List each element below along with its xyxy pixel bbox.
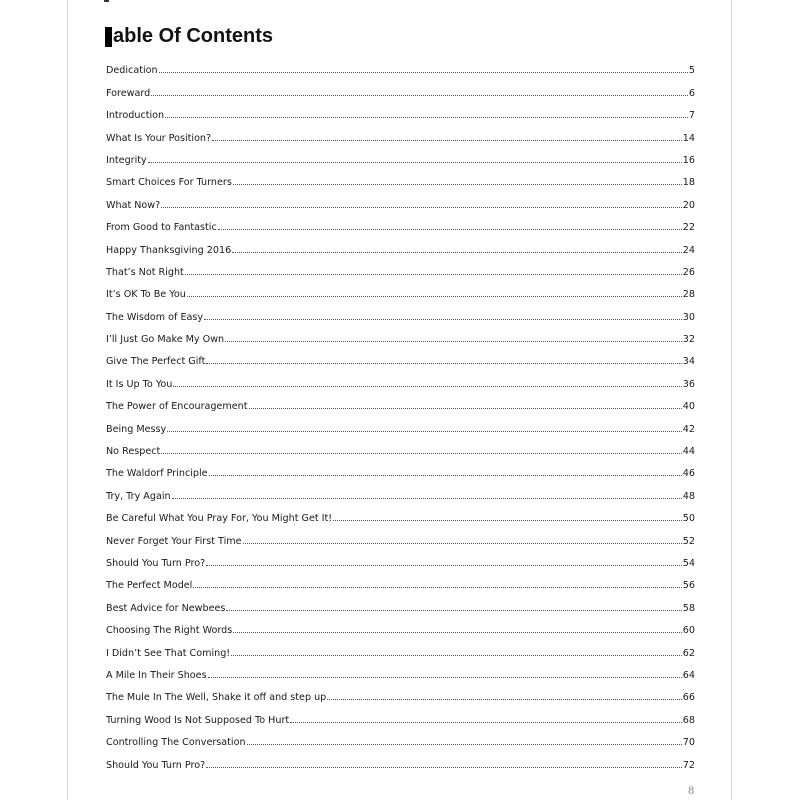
toc-entry-page-number: 22: [682, 222, 695, 234]
toc-entry-page-number: 52: [682, 535, 695, 547]
toc-entry-title: The Wisdom of Easy: [106, 311, 204, 323]
toc-dot-leader: [225, 341, 682, 342]
toc-entry-title: Introduction: [106, 110, 165, 122]
toc-entry[interactable]: [106, 707, 695, 729]
toc-entry-page-number: 70: [682, 737, 695, 749]
toc-entry-title: From Good to Fantastic: [106, 222, 217, 234]
toc-dot-leader: [193, 587, 681, 588]
toc-entry-page-number: 6: [688, 87, 695, 99]
toc-entry-title: Choosing The Right Words: [106, 625, 233, 637]
toc-dot-leader: [233, 632, 682, 633]
toc-entry-title: What Is Your Position?: [106, 132, 212, 144]
toc-entry[interactable]: [106, 595, 695, 617]
toc-entry-title: What Now?: [106, 199, 161, 211]
toc-dot-leader: [231, 655, 682, 656]
toc-dot-leader: [165, 117, 688, 118]
toc-dot-leader: [232, 252, 682, 253]
toc-dot-leader: [226, 610, 681, 611]
toc-entry-page-number: 40: [682, 401, 695, 413]
toc-entry[interactable]: [106, 282, 695, 304]
toc-entry[interactable]: [106, 506, 695, 528]
toc-dot-leader: [159, 72, 688, 73]
toc-entry-page-number: 66: [682, 692, 695, 704]
toc-entry-title: Turning Wood Is Not Supposed To Hurt: [106, 714, 290, 726]
toc-entry-title: The Power of Encouragement: [106, 401, 248, 413]
toc-entry[interactable]: [106, 327, 695, 349]
toc-entry-title: Give The Perfect Gift: [106, 356, 206, 368]
toc-entry-page-number: 20: [682, 199, 695, 211]
toc-entry[interactable]: [106, 573, 695, 595]
toc-dot-leader: [187, 296, 682, 297]
toc-entry-page-number: 5: [688, 65, 695, 77]
toc-dot-leader: [243, 543, 682, 544]
toc-entry-title: Smart Choices For Turners: [106, 177, 232, 189]
page-top-marker: [104, 0, 109, 2]
toc-entry[interactable]: [106, 237, 695, 259]
toc-entry-title: It’s OK To Be You: [106, 289, 186, 301]
toc-entry-page-number: 30: [682, 311, 695, 323]
toc-entry[interactable]: [106, 148, 695, 170]
toc-entry-title: A Mile In Their Shoes: [106, 669, 207, 681]
toc-entry-page-number: 7: [688, 110, 695, 122]
toc-entry[interactable]: [106, 215, 695, 237]
toc-entry-title: That’s Not Right: [106, 266, 184, 278]
toc-entry[interactable]: [106, 528, 695, 550]
toc-entry-page-number: 58: [682, 602, 695, 614]
toc-entry-page-number: 34: [682, 356, 695, 368]
toc-dot-leader: [206, 565, 682, 566]
document-page: [67, 0, 732, 800]
toc-dot-leader: [161, 207, 682, 208]
table-of-contents: [106, 58, 695, 775]
toc-entry-page-number: 46: [682, 468, 695, 480]
toc-entry-page-number: 48: [682, 490, 695, 502]
toc-entry[interactable]: [106, 58, 695, 80]
toc-entry-title: Integrity: [106, 154, 147, 166]
toc-entry-page-number: 60: [682, 625, 695, 637]
toc-dot-leader: [233, 184, 682, 185]
toc-entry-title: Never Forget Your First Time: [106, 535, 242, 547]
toc-entry[interactable]: [106, 685, 695, 707]
toc-entry-title: I’ll Just Go Make My Own: [106, 334, 225, 346]
toc-dot-leader: [206, 767, 682, 768]
toc-entry[interactable]: [106, 103, 695, 125]
toc-entry-page-number: 26: [682, 266, 695, 278]
toc-dot-leader: [247, 744, 682, 745]
toc-entry-page-number: 42: [682, 423, 695, 435]
toc-entry[interactable]: [106, 551, 695, 573]
toc-entry-page-number: 72: [682, 759, 695, 771]
toc-entry[interactable]: [106, 461, 695, 483]
toc-entry[interactable]: [106, 483, 695, 505]
toc-entry-title: The Waldorf Principle: [106, 468, 208, 480]
toc-entry-page-number: 64: [682, 669, 695, 681]
toc-entry-title: The Perfect Model: [106, 580, 193, 592]
toc-entry-title: Should You Turn Pro?: [106, 759, 206, 771]
toc-entry-page-number: 32: [682, 334, 695, 346]
toc-entry-title: The Mule In The Well, Shake it off and step up: [106, 692, 327, 704]
toc-entry-title: Should You Turn Pro?: [106, 557, 206, 569]
toc-entry[interactable]: [106, 260, 695, 282]
toc-entry-page-number: 16: [682, 154, 695, 166]
page-number: 8: [688, 786, 695, 797]
toc-entry-page-number: 36: [682, 378, 695, 390]
toc-entry[interactable]: [106, 349, 695, 371]
toc-entry-title: I Didn’t See That Coming!: [106, 647, 231, 659]
toc-entry-title: Foreward: [106, 87, 151, 99]
toc-dot-leader: [208, 677, 682, 678]
toc-dot-leader: [172, 498, 682, 499]
toc-dot-leader: [167, 431, 682, 432]
toc-entry-title: Controlling The Conversation: [106, 737, 246, 749]
toc-entry-title: No Respect: [106, 446, 161, 458]
toc-entry-title: Be Careful What You Pray For, You Might Get It!: [106, 513, 333, 525]
toc-dot-leader: [327, 699, 682, 700]
page-title: [105, 24, 273, 48]
toc-dot-leader: [161, 453, 682, 454]
toc-entry[interactable]: [106, 371, 695, 393]
toc-dot-leader: [218, 229, 682, 230]
toc-entry-page-number: 50: [682, 513, 695, 525]
toc-dot-leader: [333, 520, 682, 521]
text-cursor-block: [105, 27, 112, 47]
toc-dot-leader: [212, 140, 682, 141]
toc-entry[interactable]: [106, 663, 695, 685]
toc-dot-leader: [173, 386, 681, 387]
toc-dot-leader: [204, 319, 682, 320]
page-title-text: able Of Contents: [113, 25, 274, 47]
toc-entry[interactable]: [106, 80, 695, 102]
toc-entry[interactable]: [106, 618, 695, 640]
toc-dot-leader: [206, 363, 681, 364]
toc-entry-title: Happy Thanksgiving 2016: [106, 244, 232, 256]
toc-dot-leader: [185, 274, 682, 275]
toc-entry-page-number: 54: [682, 557, 695, 569]
toc-entry-page-number: 14: [682, 132, 695, 144]
toc-entry-page-number: 24: [682, 244, 695, 256]
toc-entry-page-number: 44: [682, 446, 695, 458]
toc-entry[interactable]: [106, 752, 695, 774]
toc-entry-title: Try, Try Again: [106, 490, 171, 502]
toc-entry-page-number: 56: [682, 580, 695, 592]
toc-entry-title: It Is Up To You: [106, 378, 173, 390]
toc-entry[interactable]: [106, 439, 695, 461]
toc-entry[interactable]: [106, 394, 695, 416]
toc-dot-leader: [151, 95, 688, 96]
toc-dot-leader: [148, 162, 682, 163]
toc-entry[interactable]: [106, 125, 695, 147]
toc-entry-page-number: 68: [682, 714, 695, 726]
toc-entry-title: Being Messy: [106, 423, 167, 435]
toc-entry[interactable]: [106, 192, 695, 214]
toc-dot-leader: [249, 408, 682, 409]
toc-entry[interactable]: [106, 730, 695, 752]
toc-entry-page-number: 62: [682, 647, 695, 659]
toc-entry[interactable]: [106, 304, 695, 326]
toc-entry[interactable]: [106, 170, 695, 192]
toc-entry-page-number: 28: [682, 289, 695, 301]
toc-dot-leader: [209, 475, 682, 476]
toc-dot-leader: [290, 722, 682, 723]
toc-entry[interactable]: [106, 416, 695, 438]
toc-entry-title: Best Advice for Newbees: [106, 602, 226, 614]
toc-entry-page-number: 18: [682, 177, 695, 189]
toc-entry[interactable]: [106, 640, 695, 662]
toc-entry-title: Dedication: [106, 65, 158, 77]
